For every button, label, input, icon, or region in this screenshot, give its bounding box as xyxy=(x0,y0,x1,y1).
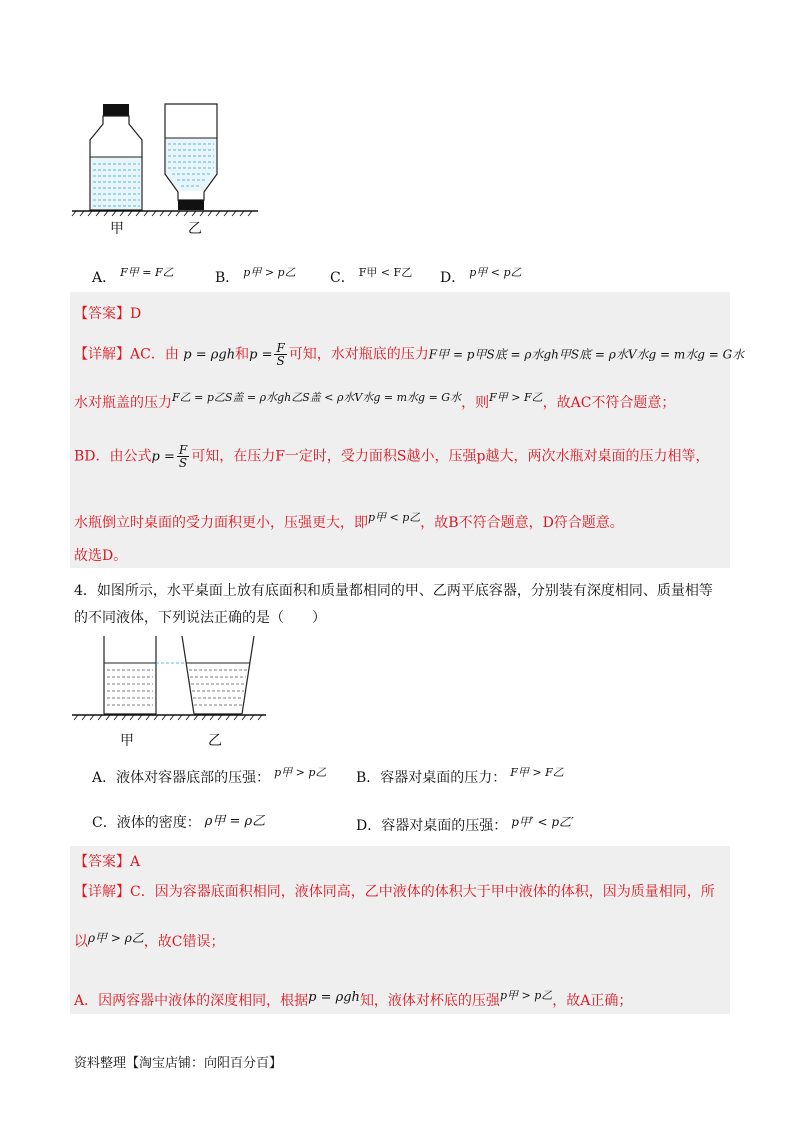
figure2-label-left: 甲 xyxy=(120,733,134,749)
figure1-label-left: 甲 xyxy=(110,221,124,237)
q4-stem-line2: 的不同液体，下列说法正确的是（ ） xyxy=(74,610,326,626)
q3-answer: 【答案】D xyxy=(74,306,142,322)
q4-option-a: A．液体对容器底部的压强： $^{p甲 > p乙}$ xyxy=(92,766,327,786)
container-figure xyxy=(70,630,270,740)
figure1-label-right: 乙 xyxy=(188,221,202,237)
q3-option-b: B． $^{p甲 > p乙}$ xyxy=(215,266,296,286)
q3-option-c: C． $^{F甲 < F乙}$ xyxy=(330,266,413,286)
q4-detail-line2: 以ρ甲 > ρ乙，故C错误； xyxy=(74,931,225,950)
q3-detail-line2: 水对瓶盖的压力$^{F乙 = p乙S盖 = \rho 水gh乙S盖 < \rho 水V水g = m水g = G水}$，则$^{F甲 > F乙}$，故AC不符合题意； xyxy=(74,391,676,411)
q4-detail-line3: A．因两容器中液体的深度相同，根据p = ρgh知，液体对杯底的压强$^{p甲 > p乙}$，故A正确； xyxy=(74,989,633,1009)
q4-detail-line1: 【详解】C．因为容器底面积相同，液体同高，乙中液体的体积大于甲中液体的体积，因为质量相同，所 xyxy=(74,884,715,900)
q3-detail-line1: 【详解】AC．由 p = ρgh和p = $\frac{F}{S}$ 可知，水对瓶底的压力F甲 = p甲S底 = ρ水gh甲S底 = ρ水V水g = m水g = G水 xyxy=(74,341,745,368)
q3-detail-line3: BD．由公式p = $\frac{F}{S}$ 可知，在压力F一定时，受力面积S越小，压强p越大，两次水瓶对桌面的压力相等， xyxy=(74,443,710,470)
q3-detail-line4: 水瓶倒立时桌面的受力面积更小，压强更大，即$^{p甲 < p乙}$，故B不符合题意，D符合题意。 xyxy=(74,511,624,531)
q4-option-b: B．容器对桌面的压力： $^{F甲 > F乙}$ xyxy=(356,766,564,786)
q4-option-d: D．容器对桌面的压强： p甲′ < p乙′ xyxy=(356,815,574,834)
figure2-label-right: 乙 xyxy=(208,733,222,749)
q3-option-d: D． $^{p甲 < p乙}$ xyxy=(440,266,522,286)
q4-option-c: C．液体的密度： ρ甲 = ρ乙 xyxy=(92,814,266,831)
q4-stem-line1: 4．如图所示，水平桌面上放有底面积和质量都相同的甲、乙两平底容器，分别装有深度相同、质量相等 xyxy=(74,583,713,599)
q3-option-a: A． $^{F甲 = F乙}$ xyxy=(92,266,174,286)
q4-answer: 【答案】A xyxy=(74,854,141,870)
bottle-figure xyxy=(70,100,260,240)
page-footer: 资料整理【淘宝店铺：向阳百分百】 xyxy=(74,1056,283,1071)
q3-detail-line5: 故选D。 xyxy=(74,548,128,564)
